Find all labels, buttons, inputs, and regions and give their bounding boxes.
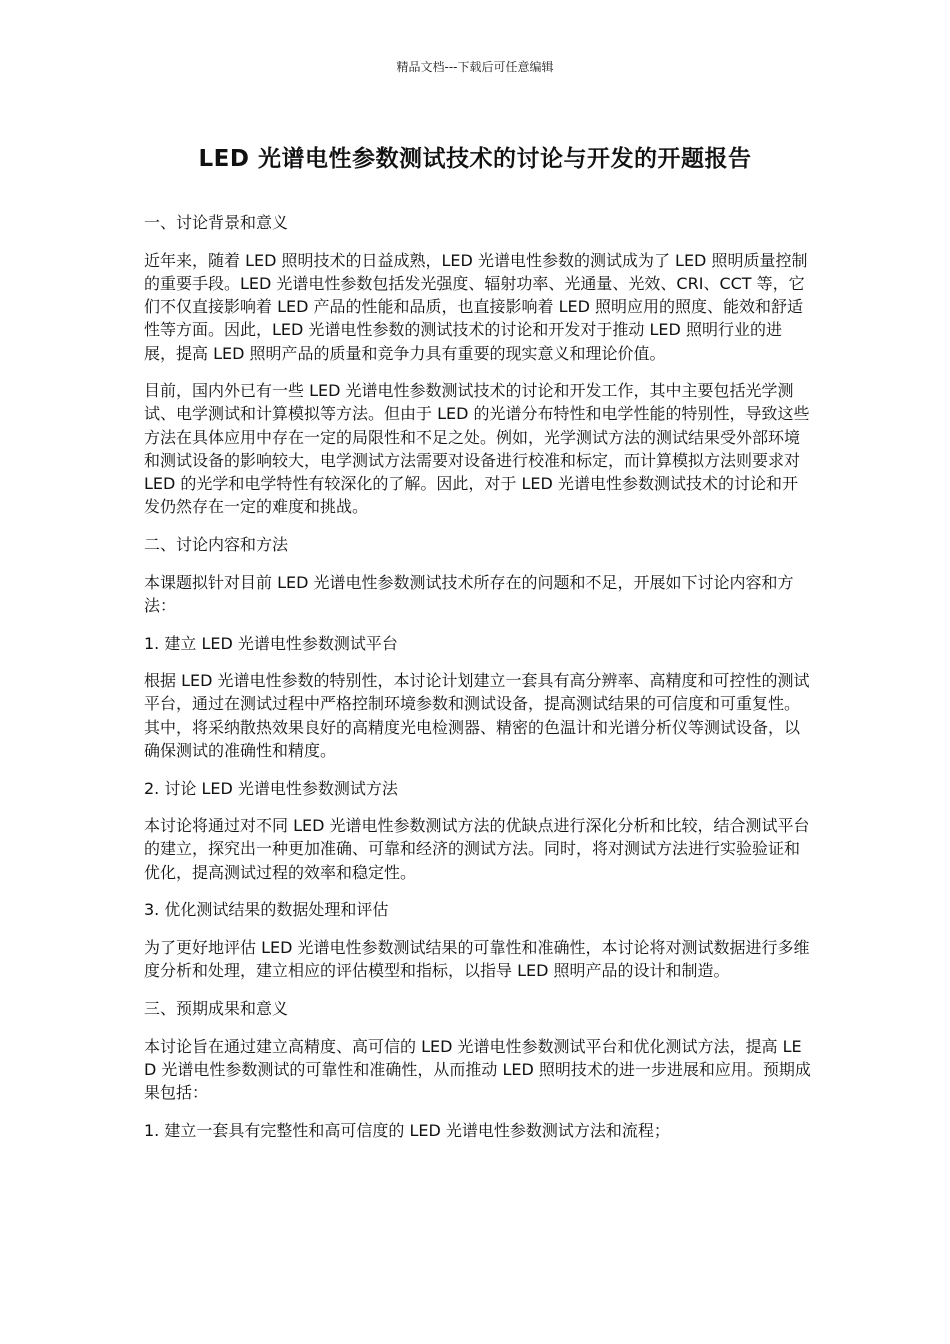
paragraph: 本课题拟针对目前 LED 光谱电性参数测试技术所存在的问题和不足，开展如下讨论内容和方法： <box>144 572 794 615</box>
document-body <box>144 211 812 1157</box>
paragraph: 本讨论旨在通过建立高精度、高可信的 LED 光谱电性参数测试平台和优化测试方法，提高 LED 光谱电性参数测试的可靠性和准确性，从而推动 LED 照明技术的进一步进展和应用。预期成果包括： <box>144 1036 811 1103</box>
list-heading: 1. 建立 LED 光谱电性参数测试平台 <box>144 633 398 653</box>
document-title: LED 光谱电性参数测试技术的讨论与开发的开题报告 <box>198 146 752 172</box>
paragraph: 根据 LED 光谱电性参数的特别性，本讨论计划建立一套具有高分辨率、高精度和可控性的测试平台，通过在测试过程中严格控制环境参数和测试设备，提高测试结果的可信度和可重复性。其中，将采纳散热效果良好的高精度光电检测器、精密的色温计和光谱分析仪等测试设备，以确保测试的准确性和精度。 <box>144 671 810 760</box>
paragraph: 近年来，随着 LED 照明技术的日益成熟，LED 光谱电性参数的测试成为了 LED 照明质量控制的重要手段。LED 光谱电性参数包括发光强度、辐射功率、光通量、光效、CRI、CCT 等，它们不仅直接影响着 LED 产品的性能和品质，也直接影响着 LED 照明应用的照度、能效和舒适性等方面。因此，LED 光谱电性参数的测试技术的讨论和开发对于推动 LED 照明行业的进展，提高 LED 照明产品的质量和竞争力具有重要的现实意义和理论价值。 <box>144 250 808 363</box>
list-heading: 3. 优化测试结果的数据处理和评估 <box>144 900 389 920</box>
section-heading-content-methods: 二、讨论内容和方法 <box>144 534 289 554</box>
header-note: 精品文档---下载后可任意编辑 <box>396 60 554 74</box>
list-item: 1. 建立一套具有完整性和高可信度的 LED 光谱电性参数测试方法和流程； <box>144 1120 670 1140</box>
paragraph: 为了更好地评估 LED 光谱电性参数测试结果的可靠性和准确性，本讨论将对测试数据进行多维度分析和处理，建立相应的评估模型和指标，以指导 LED 照明产品的设计和制造。 <box>144 938 810 981</box>
section-heading-background: 一、讨论背景和意义 <box>144 213 289 232</box>
list-heading: 2. 讨论 LED 光谱电性参数测试方法 <box>144 778 398 798</box>
section-heading-expected-results: 三、预期成果和意义 <box>144 998 289 1018</box>
paragraph: 目前，国内外已有一些 LED 光谱电性参数测试技术的讨论和开发工作，其中主要包括光学测试、电学测试和计算模拟等方法。但由于 LED 的光谱分布特性和电学性能的特别性，导致这些方法在具体应用中存在一定的局限性和不足之处。例如，光学测试方法的测试结果受外部环境和测试设备的影响较大，电学测试方法需要对设备进行校准和标定，而计算模拟方法则要求对 LED 的光学和电学特性有较深化的了解。因此，对于 LED 光谱电性参数测试技术的讨论和开发仍然存在一定的难度和挑战。 <box>144 381 810 517</box>
paragraph: 本讨论将通过对不同 LED 光谱电性参数测试方法的优缺点进行深化分析和比较，结合测试平台的建立，探究出一种更加准确、可靠和经济的测试方法。同时，将对测试方法进行实验验证和优化，提高测试过程的效率和稳定性。 <box>144 816 810 882</box>
